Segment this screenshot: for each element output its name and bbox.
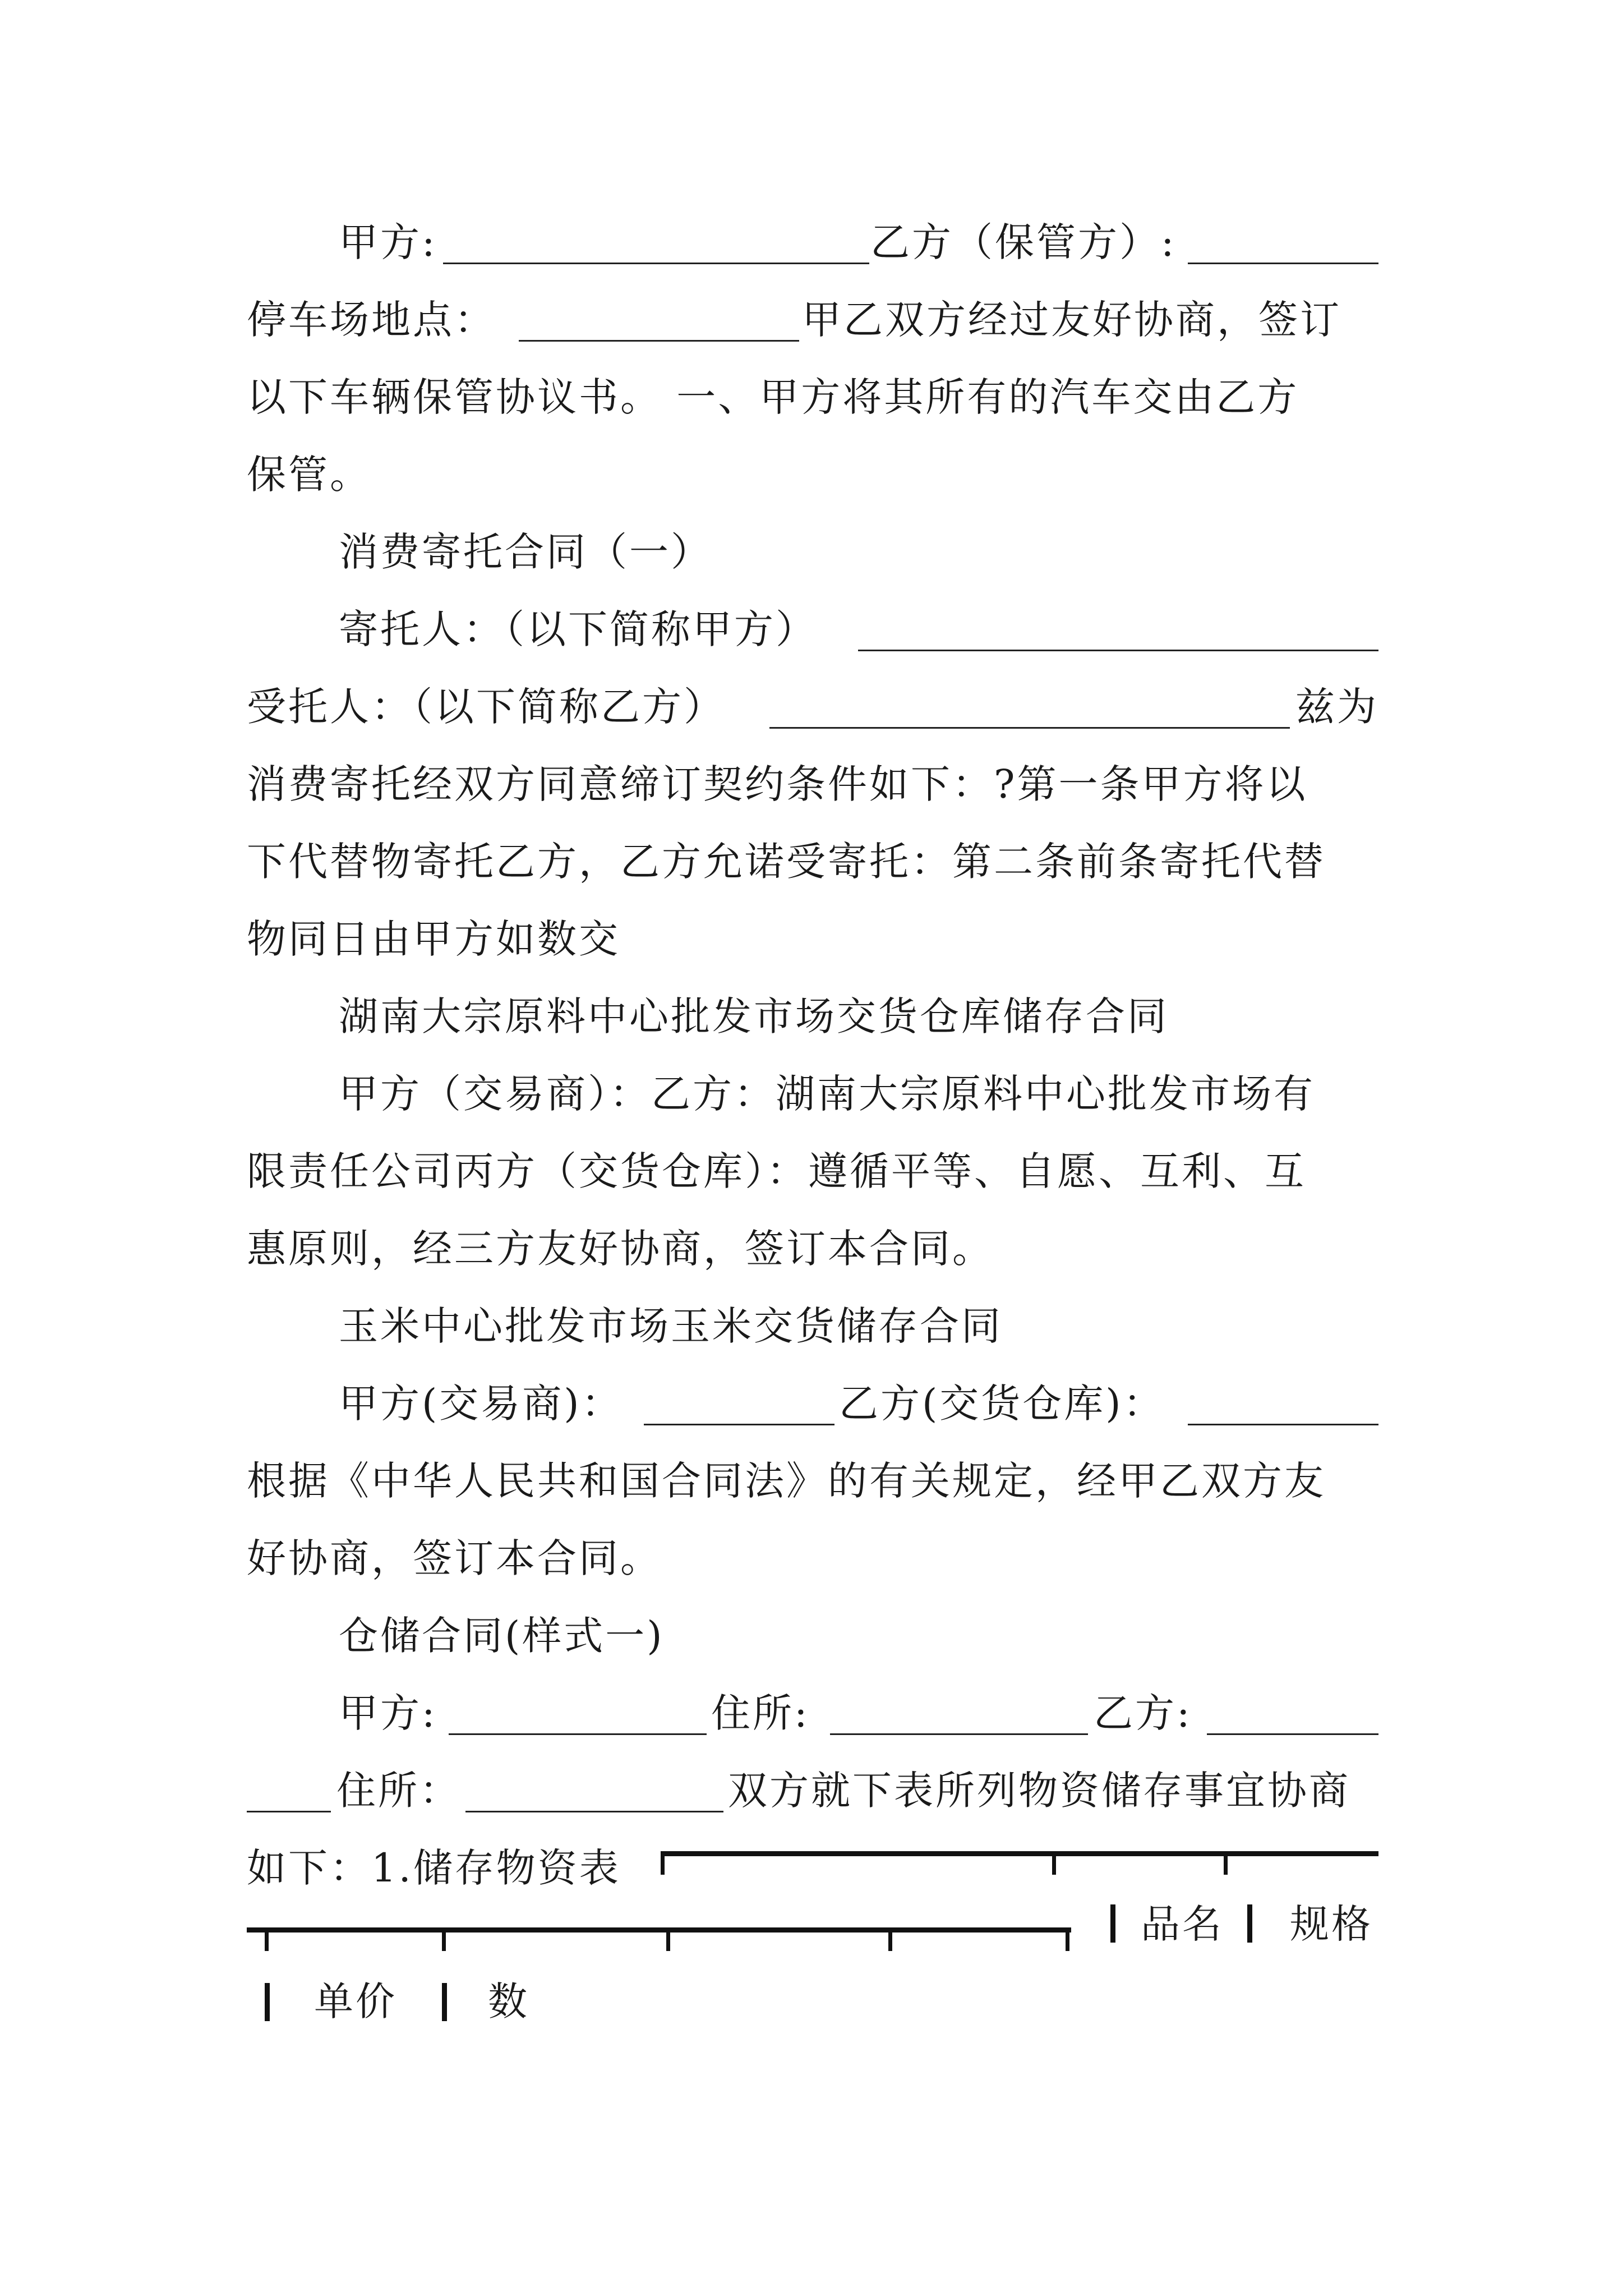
warehouse-label: 乙方(交货仓库)： xyxy=(839,1381,1165,1427)
agreement-intro-text: 甲乙双方经过友好协商，签订 xyxy=(802,297,1341,343)
party-a-label: 甲方: xyxy=(339,219,437,265)
paragraph-text: 兹为 xyxy=(1295,684,1378,730)
party-b-label: 乙方: xyxy=(1094,1690,1192,1736)
paragraph-text: 消费寄托经双方同意缔订契约条件如下：?第一条甲方将以 xyxy=(247,761,1308,807)
section-heading: 湖南大宗原料中心批发市场交货仓库储存合同 xyxy=(339,993,1169,1039)
address-label: 住所: xyxy=(711,1690,810,1736)
blank-field xyxy=(769,727,1290,729)
table-tick xyxy=(442,1927,446,1951)
party-a-label: 甲方: xyxy=(339,1690,437,1736)
table-mid-rule xyxy=(247,1927,1071,1932)
blank-field xyxy=(443,263,869,264)
table-bar xyxy=(442,1983,447,2021)
paragraph-text: 惠原则，经三方友好协商，签订本合同。 xyxy=(247,1226,994,1272)
table-tick xyxy=(666,1927,670,1951)
parking-location-label: 停车场地点： xyxy=(247,297,496,343)
blank-field xyxy=(1188,263,1378,264)
paragraph-text: 好协商，签订本合同。 xyxy=(247,1535,662,1581)
blank-field xyxy=(1207,1733,1378,1735)
address-label: 住所： xyxy=(336,1768,461,1814)
paragraph-text: 根据《中华人民共和国合同法》的有关规定，经甲乙双方友 xyxy=(247,1458,1326,1504)
table-tick xyxy=(265,1927,269,1951)
paragraph-text: 保管。 xyxy=(247,452,371,498)
paragraph-text: 以下车辆保管协议书。 一、甲方将其所有的汽车交由乙方 xyxy=(247,374,1299,420)
paragraph-text: 限责任公司丙方（交货仓库）：遵循平等、自愿、互利、互 xyxy=(247,1148,1306,1194)
table-tick xyxy=(1066,1927,1069,1951)
consignor-label: 寄托人：（以下简称甲方） xyxy=(339,606,817,652)
table-top-rule xyxy=(662,1851,1378,1856)
column-header-quantity: 数 xyxy=(488,1978,529,2024)
paragraph-text: 物同日由甲方如数交 xyxy=(247,916,620,962)
blank-field xyxy=(1188,1424,1378,1425)
paragraph-text: 甲方（交易商）：乙方：湖南大宗原料中心批发市场有 xyxy=(339,1071,1315,1117)
table-bar xyxy=(1110,1904,1115,1943)
section-heading: 消费寄托合同（一） xyxy=(339,529,712,575)
storage-table-caption: 如下：1.储存物资表 xyxy=(247,1845,621,1891)
blank-field xyxy=(830,1733,1088,1735)
trustee-label: 受托人：（以下简称乙方） xyxy=(247,684,725,730)
blank-field xyxy=(465,1811,723,1812)
paragraph-text: 双方就下表所列物资储存事宜协商 xyxy=(728,1768,1350,1814)
blank-field xyxy=(247,1811,331,1812)
table-tick xyxy=(888,1927,892,1951)
blank-field xyxy=(449,1733,707,1735)
column-header-name: 品名 xyxy=(1141,1901,1224,1947)
paragraph-text: 下代替物寄托乙方，乙方允诺受寄托：第二条前条寄托代替 xyxy=(247,839,1326,885)
column-header-price: 单价 xyxy=(314,1978,397,2024)
blank-field xyxy=(644,1424,834,1425)
column-header-spec: 规格 xyxy=(1290,1901,1373,1947)
table-bar xyxy=(1247,1904,1252,1943)
table-bar xyxy=(265,1983,270,2021)
blank-field xyxy=(858,650,1378,651)
section-heading: 仓储合同(样式一) xyxy=(339,1613,665,1659)
table-tick xyxy=(1052,1851,1056,1875)
table-tick xyxy=(661,1851,665,1875)
blank-field xyxy=(519,340,799,342)
section-heading: 玉米中心批发市场玉米交货储存合同 xyxy=(339,1303,1003,1349)
party-b-custodian-label: 乙方（保管方）: xyxy=(870,219,1177,265)
trader-label: 甲方(交易商)： xyxy=(339,1381,623,1427)
table-tick xyxy=(1224,1851,1228,1875)
